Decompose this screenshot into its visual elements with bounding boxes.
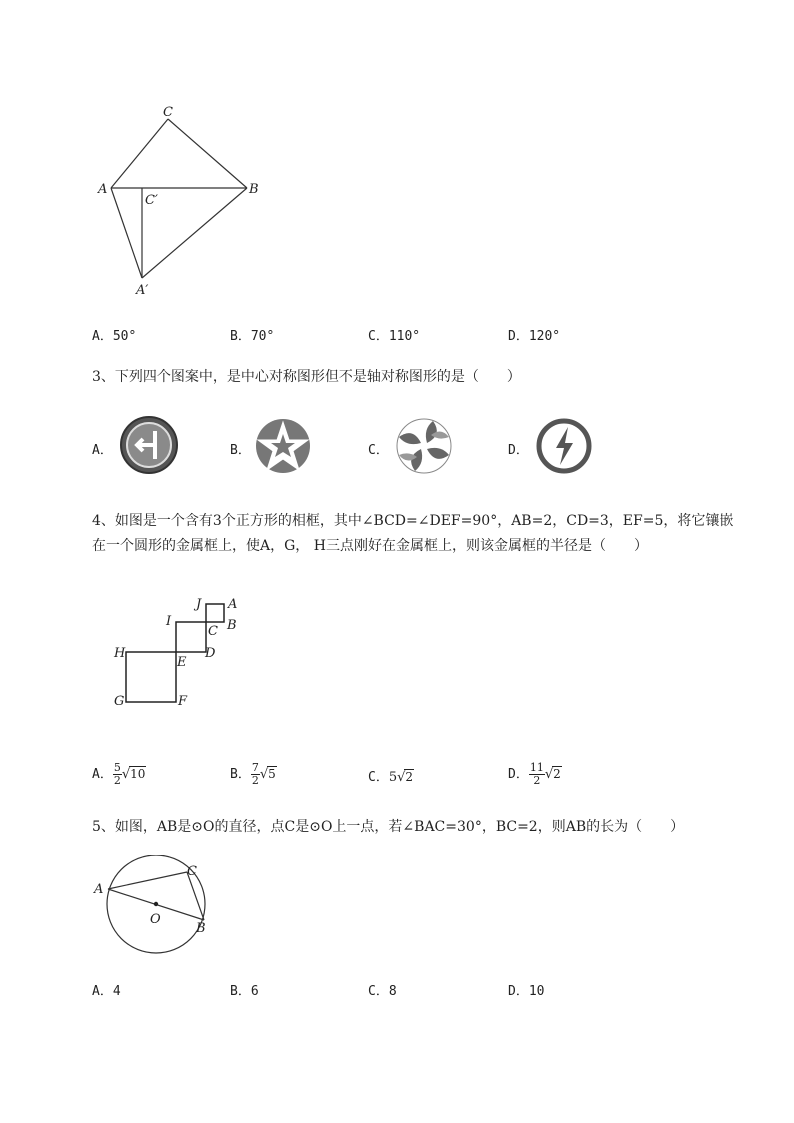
label-c-prime: C′	[145, 193, 158, 208]
label-b: B	[196, 921, 206, 936]
three-squares-figure	[108, 592, 248, 712]
label-i: I	[166, 614, 172, 629]
triangle-fold-figure	[90, 100, 280, 300]
label-c: C	[163, 105, 173, 120]
q5-option-d[interactable]: D．10	[508, 984, 545, 999]
label-j: J	[196, 597, 202, 612]
label-c: C	[187, 864, 197, 879]
four-petal-circle-icon	[395, 417, 453, 475]
q4-question-line2: 在一个圆形的金属框上，使A，G， H三点刚好在金属框上，则该金属框的半径是（ ）	[92, 538, 648, 554]
lightning-circle-icon	[535, 417, 593, 475]
label-a-prime: A′	[136, 283, 149, 298]
turn-arrow-sign-icon	[119, 415, 179, 475]
q3-option-d-letter[interactable]: D．	[508, 443, 529, 458]
q5-question: 5、如图，AB是⊙O的直径，点C是⊙O上一点，若∠BAC=30°，BC=2，则AB的长为（ ）	[92, 819, 685, 835]
q3-question: 3、下列四个图案中，是中心对称图形但不是轴对称图形的是（ ）	[92, 369, 521, 385]
q4-option-b[interactable]: B． $\frac{7}{2}$ √5	[230, 761, 276, 787]
q2-option-c[interactable]: C．110°	[368, 329, 421, 344]
q3-option-b-letter[interactable]: B．	[230, 443, 251, 458]
q4-option-d[interactable]: D． $\frac{11}{2}$ √2	[508, 761, 561, 787]
label-b: B	[249, 182, 259, 197]
q2-option-b[interactable]: B．70°	[230, 329, 275, 344]
q2-option-a[interactable]: A．50°	[92, 329, 137, 344]
q4-option-a[interactable]: A． $\frac{5}{2}$ √10	[92, 761, 146, 787]
label-c: C	[208, 624, 218, 639]
q5-option-b[interactable]: B．6	[230, 984, 259, 999]
circle-diameter-figure	[90, 855, 220, 965]
label-f: F	[178, 694, 188, 709]
q2-option-d[interactable]: D．120°	[508, 329, 561, 344]
label-a: A	[94, 882, 104, 897]
q3-option-c-letter[interactable]: C．	[368, 443, 389, 458]
label-o: O	[150, 912, 161, 927]
label-a: A	[98, 182, 108, 197]
q5-option-c[interactable]: C．8	[368, 984, 397, 999]
label-e: E	[177, 655, 187, 670]
label-g: G	[114, 694, 125, 709]
star-circle-icon	[254, 417, 312, 475]
label-b: B	[227, 618, 237, 633]
label-a: A	[228, 597, 238, 612]
label-d: D	[205, 646, 216, 661]
q4-question-line1: 4、如图是一个含有3个正方形的相框，其中∠BCD=∠DEF=90°，AB=2，CD=3，EF=5，将它镶嵌	[92, 513, 734, 529]
q3-option-a-letter[interactable]: A．	[92, 443, 113, 458]
q4-option-c[interactable]: C．5√2	[368, 770, 414, 785]
label-h: H	[114, 646, 126, 661]
q5-option-a[interactable]: A．4	[92, 984, 121, 999]
